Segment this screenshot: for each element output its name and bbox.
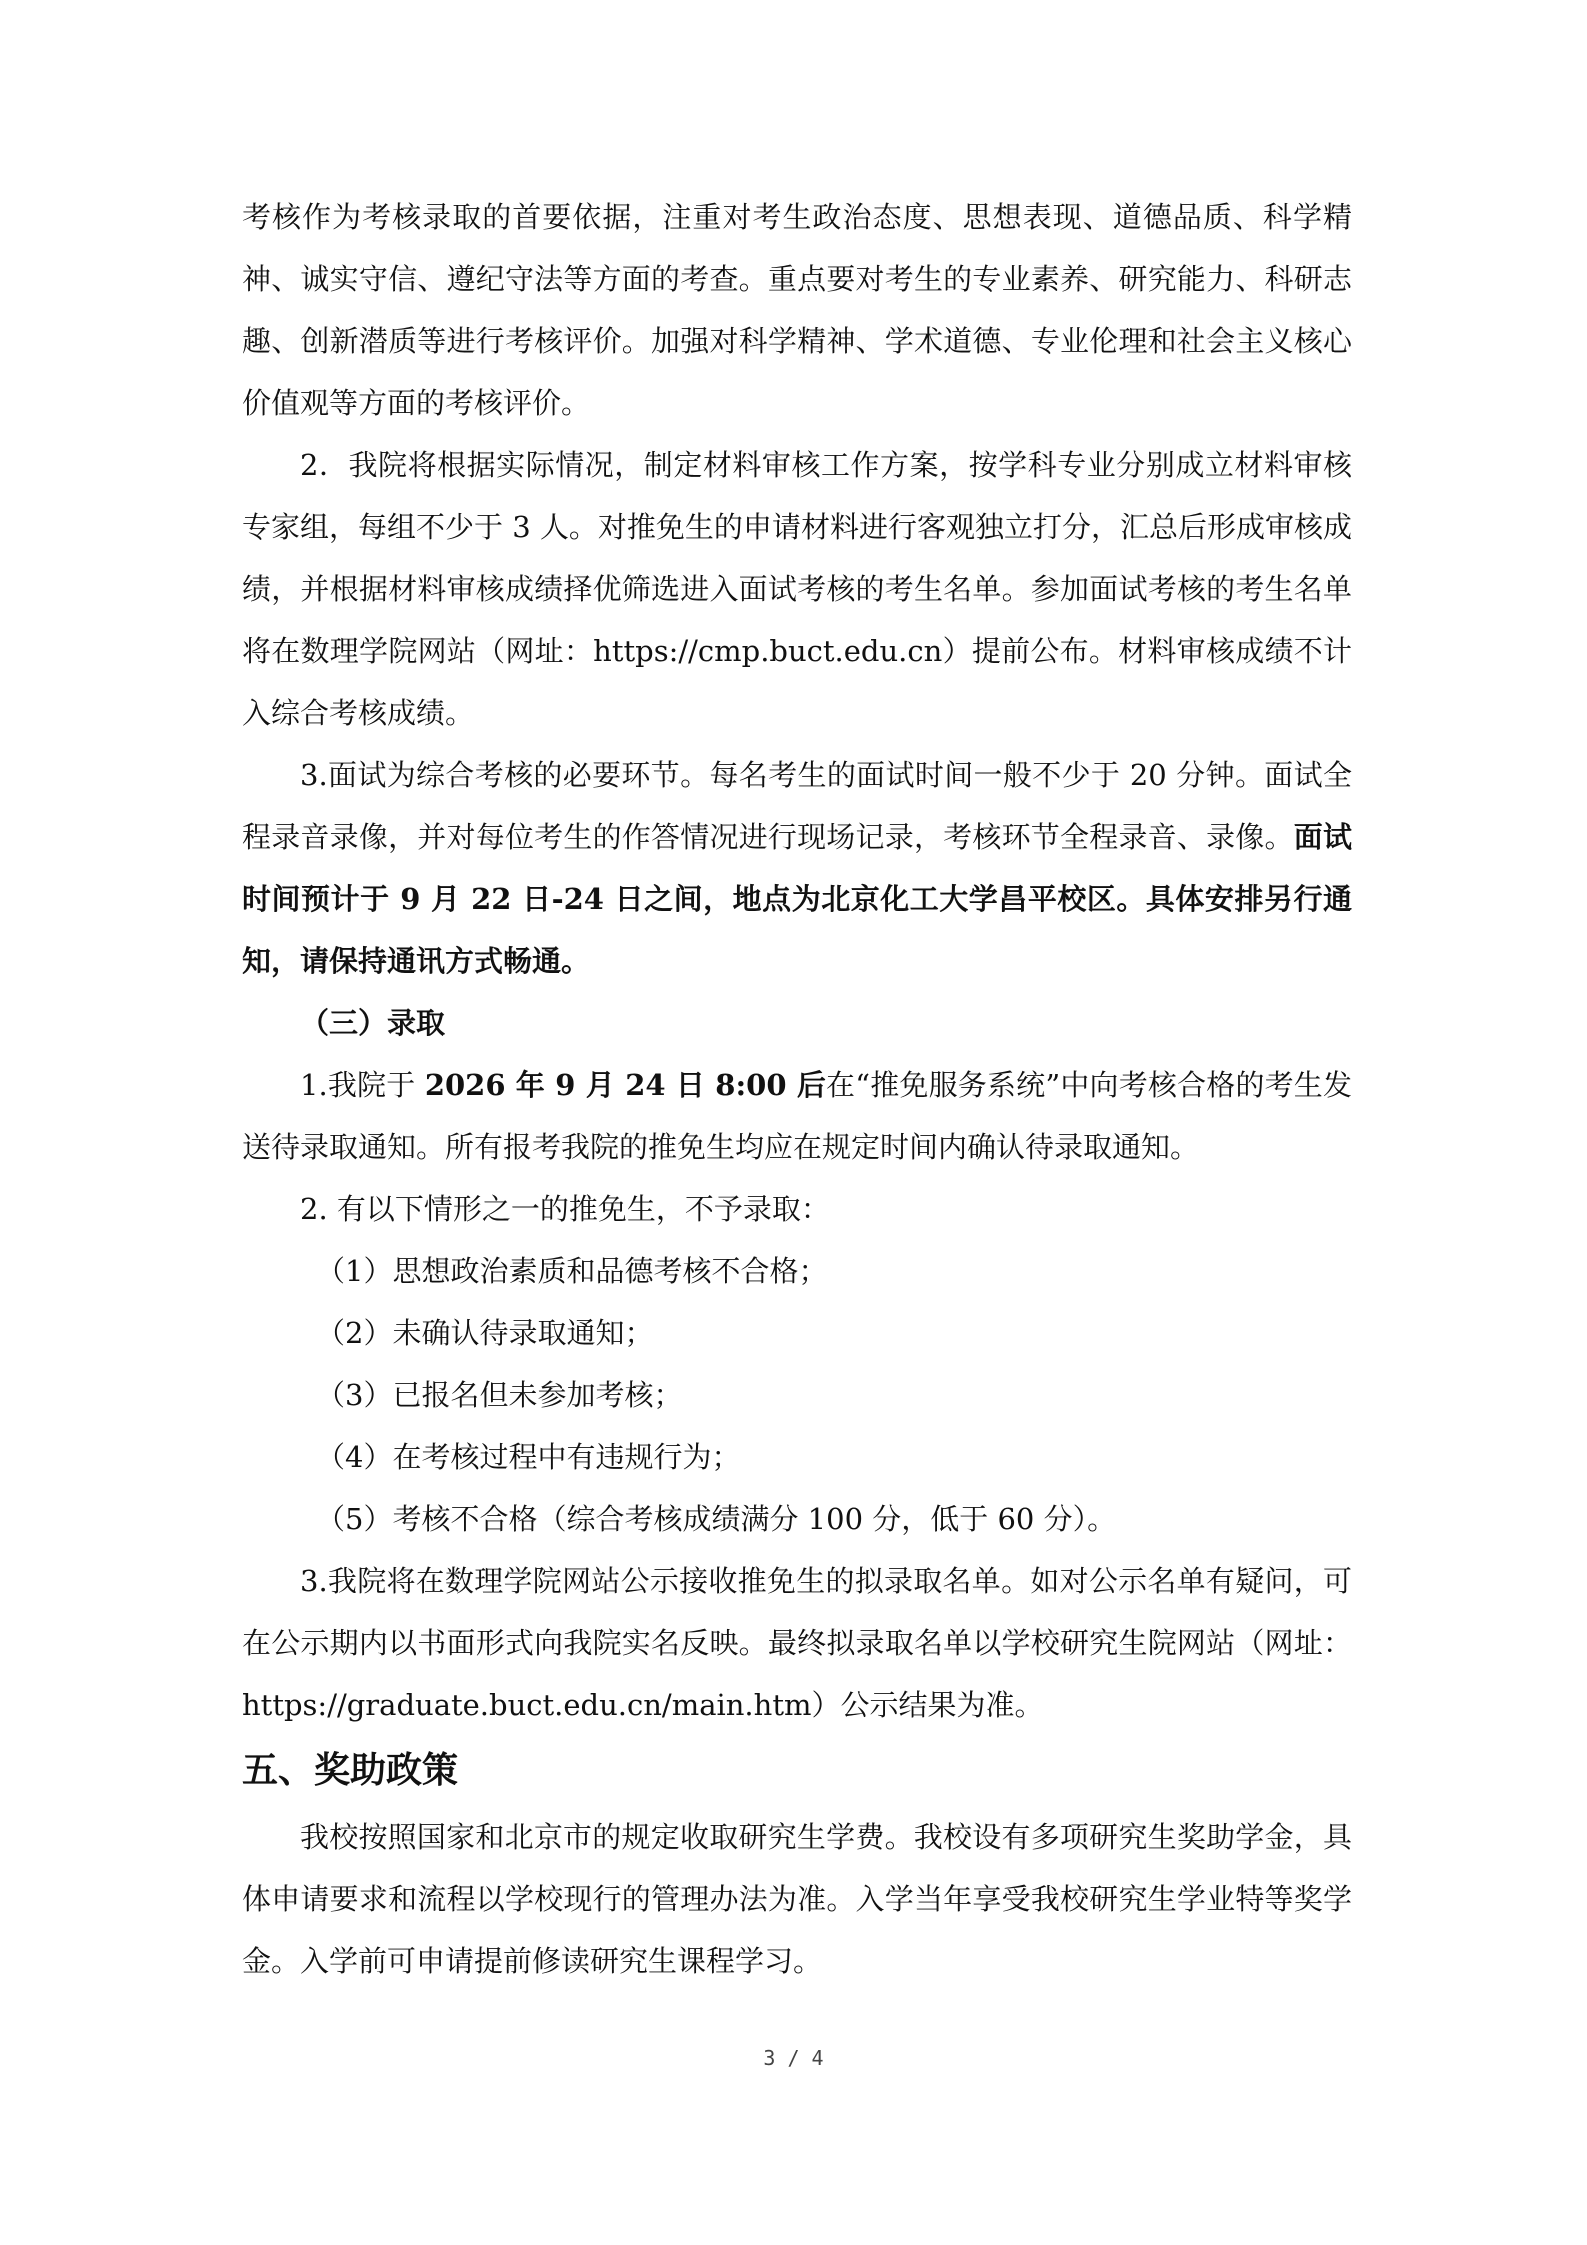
section-heading-scholarship: 五、奖助政策 (242, 1750, 459, 1791)
paragraph-publicity: 3.我院将在数理学院网站公示接收推免生的拟录取名单。如对公示名单有疑问，可在公示期内以书面形式向我院实名反映。最终拟录取名单以学校研究生院网站（网址：https://graduate.buct.edu.cn/main.htm）公示结果为准。 (242, 1564, 1352, 1722)
paragraph-no-admission: 2. 有以下情形之一的推免生，不予录取： (300, 1192, 830, 1226)
paragraph-interview (242, 744, 1352, 992)
document-body (242, 186, 1352, 1992)
condition-item-4: （4）在考核过程中有违规行为； (316, 1440, 741, 1474)
page-number: 3 / 4 (763, 2046, 824, 2070)
paragraph-admission-notice (242, 1054, 1352, 1178)
admission-text-b: 在“推免服务系统”中向考核合格的考生发送待录取通知。所有报考我院的推免生均应在规定时间内确认待录取通知。 (242, 1068, 1352, 1164)
admission-text-a: 1.我院于 (300, 1068, 425, 1102)
condition-item-3: （3）已报名但未参加考核； (316, 1378, 683, 1412)
interview-text: 3.面试为综合考核的必要环节。每名考生的面试时间一般不少于 20 分钟。面试全程录音录像，并对每位考生的作答情况进行现场记录，考核环节全程录音、录像。 (242, 758, 1352, 854)
condition-item-5: （5）考核不合格（综合考核成绩满分 100 分，低于 60 分）。 (316, 1502, 1117, 1536)
paragraph-scholarship: 我校按照国家和北京市的规定收取研究生学费。我校设有多项研究生奖助学金，具体申请要求和流程以学校现行的管理办法为准。入学当年享受我校研究生学业特等奖学金。入学前可申请提前修读研究生课程学习。 (242, 1820, 1352, 1978)
paragraph-material-review: 2．我院将根据实际情况，制定材料审核工作方案，按学科专业分别成立材料审核专家组，每组不少于 3 人。对推免生的申请材料进行客观独立打分，汇总后形成审核成绩，并根据材料审核成绩择优筛选进入面试考核的考生名单。参加面试考核的考生名单将在数理学院网站（网址：https://cmp.buct.edu.cn）提前公布。材料审核成绩不计入综合考核成绩。 (242, 448, 1352, 730)
condition-item-2: （2）未确认待录取通知； (316, 1316, 654, 1350)
condition-item-1: （1）思想政治素质和品德考核不合格； (316, 1254, 828, 1288)
interview-schedule-bold: 面试时间预计于 9 月 22 日-24 日之间，地点为北京化工大学昌平校区。具体安排另行通知，请保持通讯方式畅通。 (242, 820, 1352, 978)
admission-date-bold: 2026 年 9 月 24 日 8:00 后 (424, 1068, 827, 1102)
section-heading-admission: （三）录取 (300, 1006, 446, 1040)
paragraph-assessment-basis: 考核作为考核录取的首要依据，注重对考生政治态度、思想表现、道德品质、科学精神、诚实守信、遵纪守法等方面的考查。重点要对考生的专业素养、研究能力、科研志趣、创新潜质等进行考核评价。加强对科学精神、学术道德、专业伦理和社会主义核心价值观等方面的考核评价。 (242, 200, 1352, 420)
